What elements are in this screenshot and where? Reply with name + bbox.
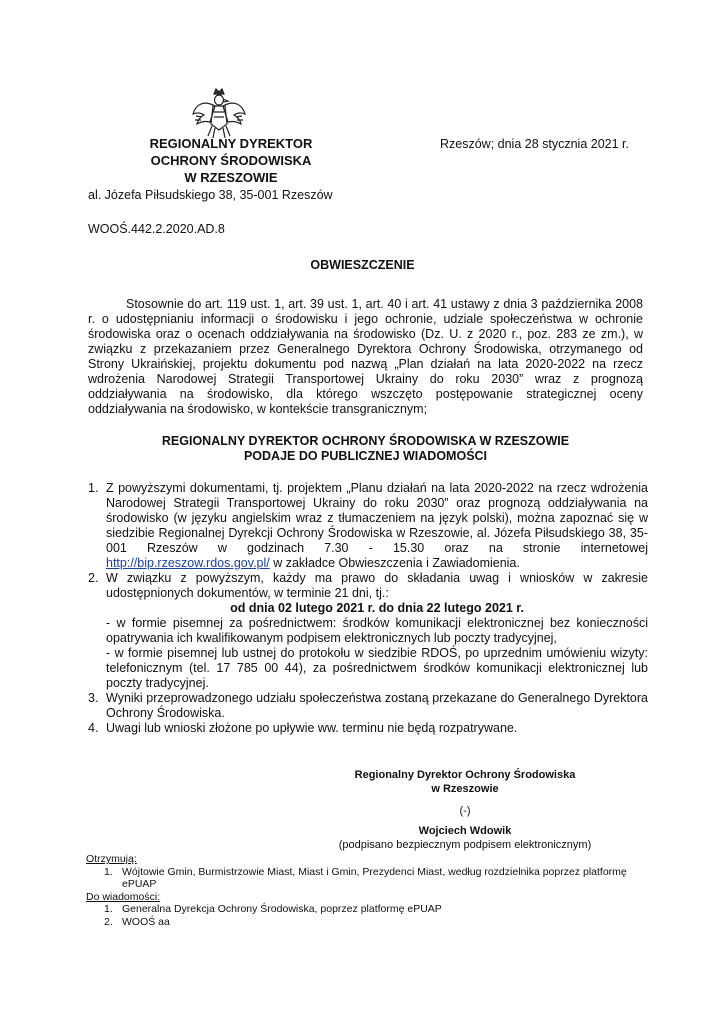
submission-form-oral: - w formie pisemnej lub ustnej do protokołu w siedzibie RDOŚ, po uprzednim umówieniu wizyty: telefonicznym (tel. 17 785 00 44), za pośrednictwem środków komunikacji elektronicznej lub poczty tradycyjnej. (106, 646, 648, 690)
for-information-label: Do wiadomości: (86, 890, 161, 903)
point-number: 3. (88, 691, 99, 705)
submission-form-written: - w formie pisemnej za pośrednictwem: środków komunikacji elektronicznej bez konieczności opatrywania ich kwalifikowanym podpisem elektronicznych lub poczty tradycyjnej, (106, 616, 648, 645)
point-2-text: W związku z powyższym, każdy ma prawo do składania uwag i wniosków w zakresie udostępnionych dokumentów, w terminie 21 dni, tj.: (106, 571, 648, 600)
info-recipient-item (86, 916, 646, 929)
recipient-item (86, 866, 646, 891)
signatory-office: w Rzeszowie (431, 783, 499, 795)
announcement-heading (88, 434, 643, 464)
recipient-number: 1. (104, 865, 113, 878)
point-3 (88, 691, 648, 721)
info-recipient-text: WOOŚ aa (122, 915, 170, 928)
place-and-date: Rzeszów; dnia 28 stycznia 2021 r. (440, 137, 629, 151)
e-signature-note: (podpisano bezpiecznym podpisem elektronicznym) (338, 839, 592, 851)
authority-line-1: REGIONALNY DYREKTOR (149, 136, 313, 151)
point-1-text-end: w zakładce Obwieszczenia i Zawiadomienia. (269, 556, 520, 570)
info-recipient-number: 1. (104, 903, 113, 915)
point-1-text: Z powyższymi dokumentami, tj. projektem „Planu działań na lata 2020-2022 na rzecz wdrożenia Narodowej Strategii Transportowej Ukrainy do roku 2030” oraz prognozą oddziaływania na środowisko (w języku angielskim wraz z tłumaczeniem na język polski), można zapoznać się w siedzibie Regionalnej Dyrekcji Ochrony Środowiska w Rzeszowie, al. Józefa Piłsudskiego 38, 35-001 Rzeszów w godzinach 7.30 - 15.30 oraz na stronie internetowej (106, 481, 648, 555)
intro-paragraph: Stosownie do art. 119 ust. 1, art. 39 ust. 1, art. 40 i art. 41 ustawy z dnia 3 października 2008 r. o udostępnianiu informacji o środowisku i jego ochronie, udziale społeczeństwa w ochronie środowiska oraz o ocenach oddziaływania na środowisko (Dz. U. z 2020 r., poz. 283 ze zm.), w związku z przekazaniem przez Generalnego Dyrektora Ochrony Środowiska, otrzymanego od Strony Ukraińskiej, projektu dokumentu pod nazwą „Plan działań na lata 2020-2022 na rzecz wdrożenia Narodowej Strategii Transportowej Ukrainy do roku 2030” wraz z prognozą oddziaływania na środowisko, dla którego wszczęto postępowanie strategicznej oceny oddziaływania na środowisko, w kontekście transgranicznym; (88, 297, 643, 416)
point-number: 4. (88, 721, 99, 735)
issuing-authority (120, 135, 342, 186)
announcement-points (88, 481, 648, 736)
point-4-text: Uwagi lub wnioski złożone po upływie ww. terminu nie będą rozpatrywane. (106, 721, 518, 735)
signature-block (300, 768, 630, 852)
distribution-list (86, 853, 646, 928)
info-recipient-text: Generalna Dyrekcja Ochrony Środowiska, poprzez platformę ePUAP (122, 903, 442, 915)
point-number: 2. (88, 571, 99, 585)
authority-address: al. Józefa Piłsudskiego 38, 35-001 Rzeszów (88, 188, 333, 202)
info-recipient-item (86, 903, 646, 916)
point-4 (88, 721, 648, 736)
point-2 (88, 571, 648, 691)
point-1 (88, 481, 648, 571)
point-3-text: Wyniki przeprowadzonego udziału społeczeństwa zostaną przekazane do Generalnego Dyrektora Ochrony Środowiska. (106, 691, 648, 720)
signature-mark: (-) (459, 805, 471, 817)
announcement-heading-line-2: PODAJE DO PUBLICZNEJ WIADOMOŚCI (243, 449, 488, 463)
document-title: OBWIESZCZENIE (310, 258, 415, 272)
case-reference-number: WOOŚ.442.2.2020.AD.8 (88, 222, 225, 236)
recipient-text: Wójtowie Gmin, Burmistrzowie Miast, Miast i Gmin, Prezydenci Miast, według rozdzielnika poprzez platformę ePUAP (122, 865, 627, 890)
signatory-title: Regionalny Dyrektor Ochrony Środowiska (354, 769, 576, 781)
announcement-heading-line-1: REGIONALNY DYREKTOR OCHRONY ŚRODOWISKA W RZESZOWIE (161, 434, 570, 448)
authority-line-2: OCHRONY ŚRODOWISKA (150, 153, 312, 168)
point-number: 1. (88, 481, 99, 495)
authority-line-3: W RZESZOWIE (184, 170, 278, 185)
bip-website-link[interactable]: http://bip.rzeszow.rdos.gov.pl/ (106, 556, 270, 570)
info-recipient-number: 2. (104, 915, 113, 928)
recipients-label: Otrzymują: (86, 853, 137, 865)
comment-period-dates: od dnia 02 lutego 2021 r. do dnia 22 lutego 2021 r. (230, 601, 524, 615)
signatory-name: Wojciech Wdowik (418, 825, 512, 837)
